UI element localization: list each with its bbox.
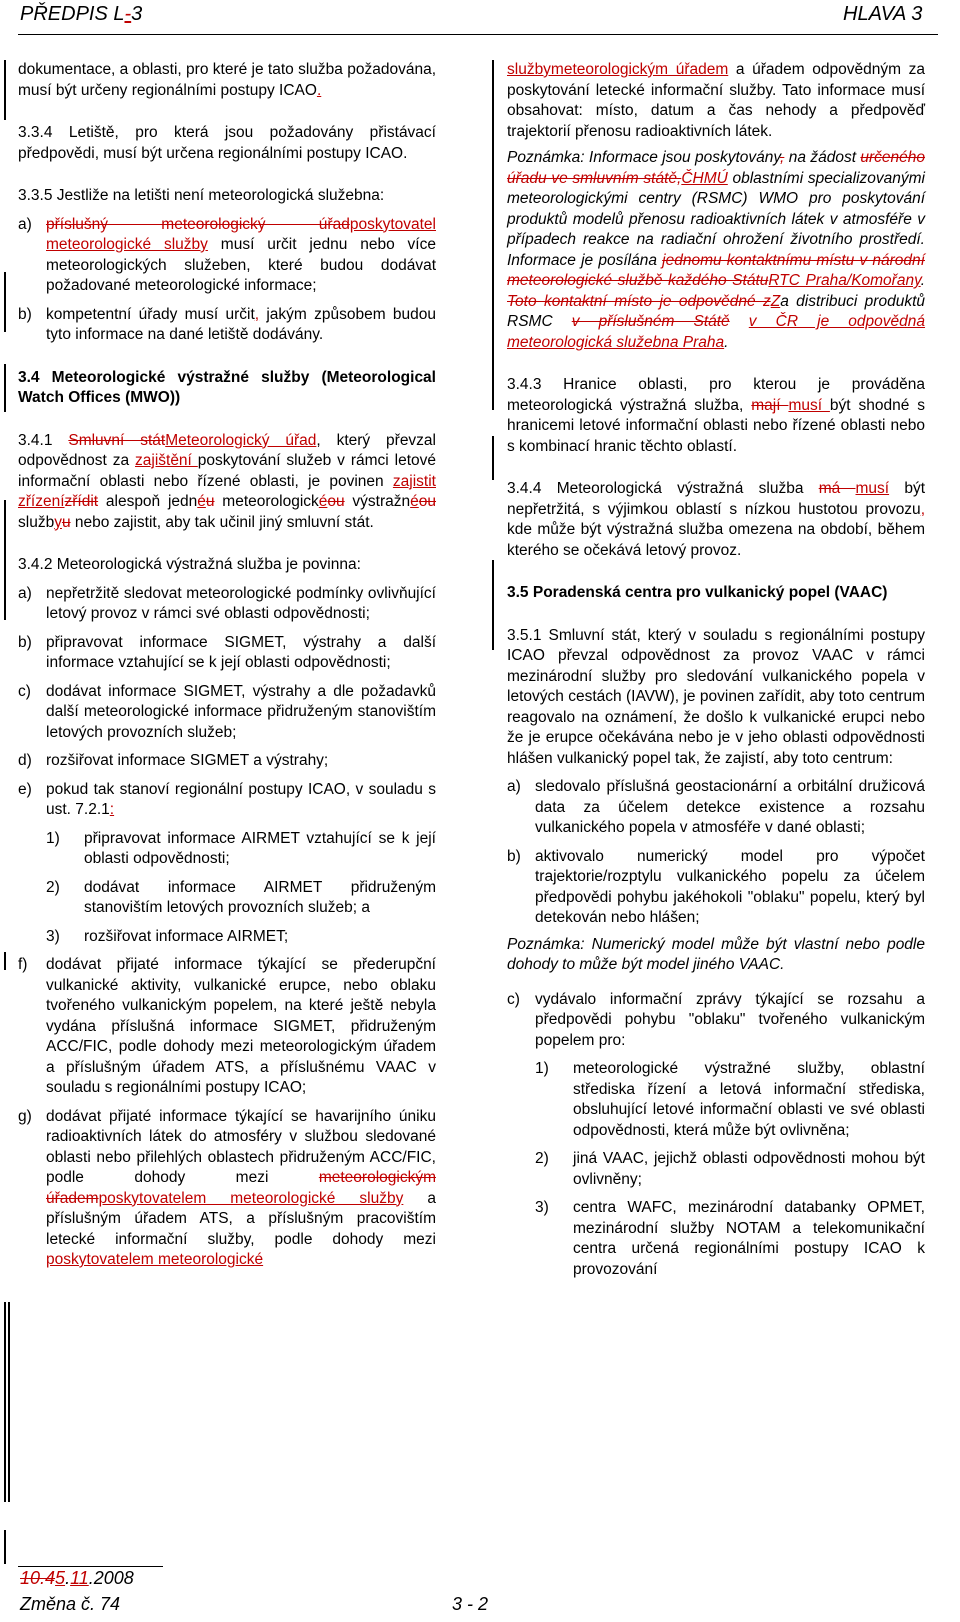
header-rule	[18, 34, 938, 35]
list-item: f) dodávat přijaté informace týkající se přederupční vulkanické aktivity, vulkanické erupce, nebo oblaku tvořeného vulkanickým popelem, na které ještě nebyla vydána příslušná informace SIGMET, přidruženým ACC/FIC, podle dohody mezi meteorologickým úřadem a příslušným úřadem ATS, a příslušnému VAAC v souladu s regionálními postupy ICAO;	[18, 956, 436, 1096]
footer-change-number: Změna č. 74	[20, 1594, 121, 1614]
page-number: 3 - 2	[452, 1594, 489, 1614]
change-bar	[4, 1530, 6, 1564]
change-bar	[4, 60, 6, 120]
footer-rule	[18, 1566, 163, 1567]
paragraph-3-3-5: 3.3.5 Jestliže na letišti není meteorologická služebna:	[18, 187, 385, 204]
list-item: a) sledovalo příslušná geostacionární a orbitální družicová data za účelem detekce existence a rozsahu vulkanického popela v atmosféře v dané oblasti;	[507, 778, 925, 836]
paragraph-3-4-4: 3.4.4 Meteorologická výstražná služba má musí být nepřetržitá, s výjimkou oblastí s nízkou hustotou provozu, kde může být výstražná služba omezena na období, během kterého se očekává letový provoz.	[507, 480, 925, 559]
sub-list-item: 2) jiná VAAC, jejichž oblasti odpovědnosti mohou být ovlivněny;	[535, 1150, 925, 1188]
footer-date: 10.45.11.2008	[20, 1568, 134, 1588]
change-bar	[8, 1302, 10, 1502]
change-bar	[4, 1302, 6, 1502]
section-heading-3-5: 3.5 Poradenská centra pro vulkanický popel (VAAC)	[507, 584, 888, 601]
list-item: c) dodávat informace SIGMET, výstrahy a dle požadavků další meteorologické informace přidruženým stanovištím letových provozních služeb;	[18, 682, 436, 741]
paragraph-3-4-2: 3.4.2 Meteorologická výstražná služba je povinna:	[18, 556, 361, 573]
section-heading-3-4: 3.4 Meteorologické výstražné služby (Meteorological Watch Offices (MWO))	[18, 368, 436, 406]
list-item: d) rozšiřovat informace SIGMET a výstrahy;	[18, 752, 329, 769]
sub-list-item: 2) dodávat informace AIRMET přidruženým stanovištím letových provozních služeb; a	[46, 878, 436, 916]
change-bar	[4, 272, 6, 332]
list-item: a) příslušný meteorologický úřadposkytovatel meteorologické služby musí určit jednu nebo více meteorologických služeben, které budou dodávat požadované meteorologické informace;	[18, 215, 436, 294]
paragraph-3-3-4: 3.3.4 Letiště, pro která jsou požadovány přistávací předpovědi, musí být určena regionálními postupy ICAO.	[18, 124, 436, 162]
note: Poznámka: Numerický model může být vlastní nebo podle dohody to může být model jiného VAAC.	[507, 935, 925, 973]
change-bar	[4, 364, 6, 412]
paragraph-3-5-1: 3.5.1 Smluvní stát, který v souladu s regionálními postupy ICAO převzal odpovědnost za provoz VAAC v rámci mezinárodní služby pro sledování vulkanického popela v letových cestách (IAVW), je povinen zařídit, aby toto centrum reagovalo na oznámení, že došlo k vulkanické erupci nebo že je erupce očekávána nebo je v jeho oblasti odpovědnosti hlášen vulkanický popel tak, že zajistí, aby toto centrum:	[507, 626, 925, 767]
sub-list-item: 1) připravovat informace AIRMET vztahující se k její oblasti odpovědnosti;	[46, 829, 436, 867]
paragraph: službymeteorologickým úřadem a úřadem odpovědným za poskytování letecké informační služby. Tato informace musí obsahovat: místo, datum a čas nehody a předpověď trajektorií přenosu radioaktivních látek.	[507, 61, 926, 140]
left-column	[18, 60, 436, 1271]
list-item: a) nepřetržitě sledovat meteorologické podmínky ovlivňující letový provoz v rámci své oblasti odpovědnosti;	[18, 584, 436, 622]
list-item: e) pokud tak stanoví regionální postupy ICAO, v souladu s ust. 7.2.1:	[18, 780, 436, 818]
right-column	[507, 60, 925, 1280]
paragraph: dokumentace, a oblasti, pro které je tato služba požadována, musí být určeny regionálními postupy ICAO.	[18, 61, 436, 99]
list-item: b) připravovat informace SIGMET, výstrahy a další informace vztahující se k její oblasti odpovědnosti;	[18, 633, 436, 671]
sub-list-item: 3) centra WAFC, mezinárodní databanky OPMET, mezinárodní služby NOTAM a telekomunikační centra určená regionálními postupy ICAO k provozování	[535, 1199, 925, 1278]
change-bar	[492, 60, 494, 410]
list-item: b) kompetentní úřady musí určit, jakým způsobem budou tyto informace na dané letiště dodávány.	[18, 305, 436, 343]
list-item: b) aktivovalo numerický model pro výpočet trajektorie/rozptylu vulkanického popelu za účelem předpovědi pohybu jakéhokoli "oblaku" popelu, který byl detekován nebo hlášen;	[507, 847, 925, 926]
change-bar	[492, 560, 494, 650]
sub-list-item: 1) meteorologické výstražné služby, oblastní střediska řízení a letová informační střediska, obsluhující letové informační oblasti ve své oblasti odpovědnosti, která může být ovlivněna;	[535, 1060, 925, 1139]
change-bar	[4, 500, 6, 620]
paragraph-3-4-1: 3.4.1 Smluvní státMeteorologický úřad, který převzal odpovědnost za zajištění poskytování služeb v rámci letové informační oblasti nebo řízené oblasti, je povinen zajistit zřízenízřídit alespoň jednéu meteorologickéou výstražnéou službyu nebo zajistit, aby tak učinil jiný smluvní stát.	[18, 431, 437, 531]
change-bar	[492, 436, 494, 480]
change-bar	[4, 952, 6, 970]
list-item: g) dodávat přijaté informace týkající se havarijního úniku radioaktivních látek do atmosféry v službou sledované oblasti nebo přilehlých oblastech přidruženým ACC/FIC, podle dohody mezi meteorologickým úřademposkytovatelem meteorologické služby a příslušným úřadem ATS, a příslušným pracovištím letecké informační služby, podle dohody mezi poskytovatelem meteorologické	[18, 1107, 436, 1268]
paragraph-3-4-3: 3.4.3 Hranice oblasti, pro kterou je prováděna meteorologická výstražná služba, mají musí být shodné s hranicemi letové informační oblasti nebo řízené oblasti nebo s kombinací hranic těchto oblastí.	[507, 376, 925, 455]
running-header-left: PŘEDPIS L-3	[20, 3, 143, 25]
note: Poznámka: Informace jsou poskytovány, na žádost určeného úřadu ve smluvním státě,ČHMÚ oblastními specializovanými meteorologickými centry (RSMC) WMO pro poskytování produktů modelů přenosu radioaktivních látek v atmosféře v případech reakce na radiační ohrožení životního prostředí. Informace je posílána jednomu kontaktnímu místu v národní meteorologické službě každého StátuRTC Praha/Komořany. Toto kontaktní místo je odpovědné zZa distribuci produktů RSMC v příslušném Státě v ČR je odpovědná meteorologická služebna Praha.	[507, 149, 926, 351]
running-header-right: HLAVA 3	[843, 3, 923, 25]
list-item: c) vydávalo informační zprávy týkající se rozsahu a předpovědi pohybu "oblaku" tvořeného vulkanickým popelem pro:	[507, 990, 925, 1049]
sub-list-item: 3) rozšiřovat informace AIRMET;	[46, 927, 289, 945]
